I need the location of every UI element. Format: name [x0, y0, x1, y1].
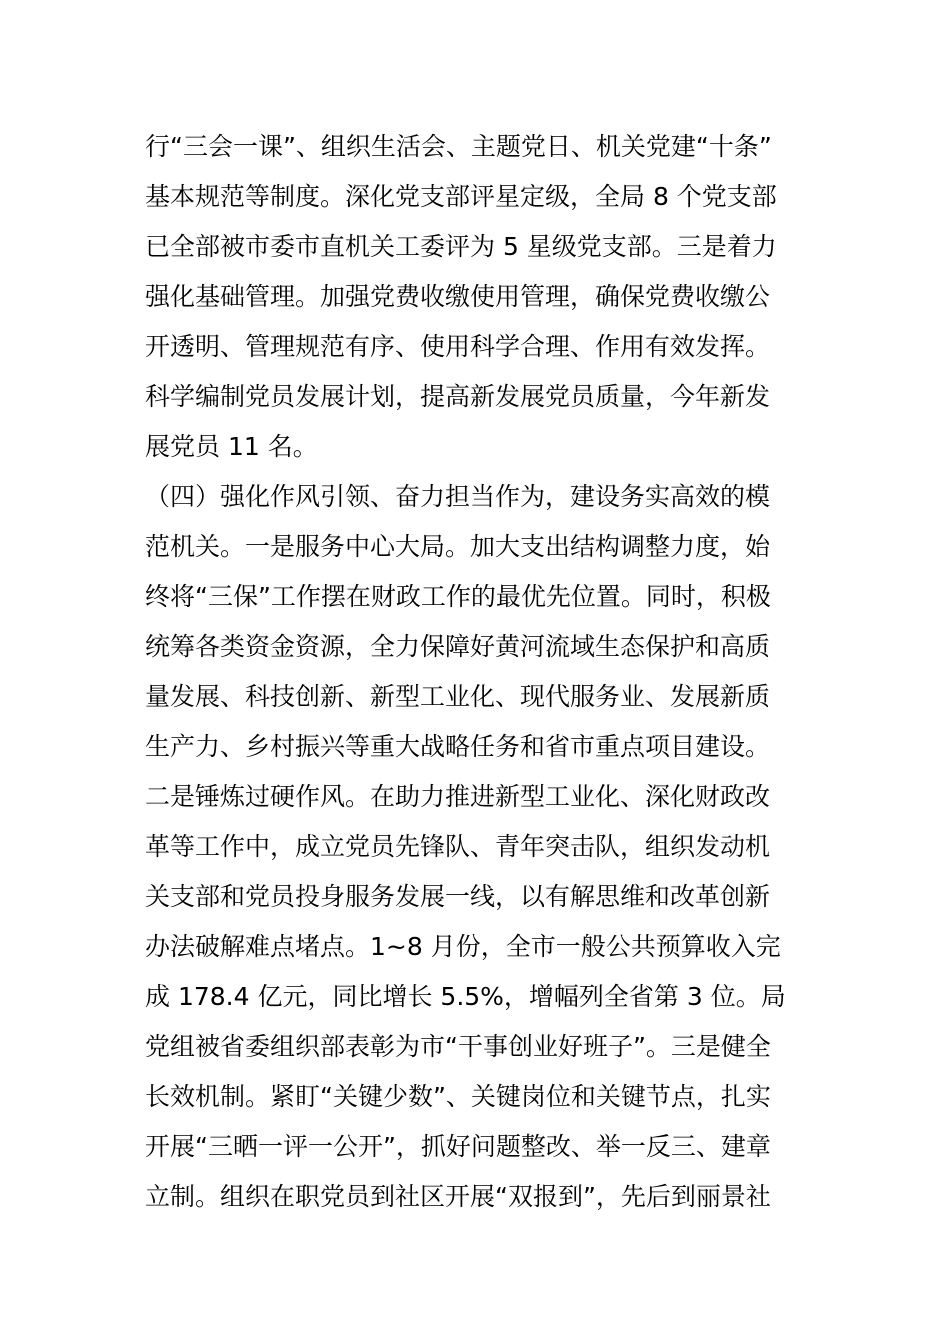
text-line: 展党员 11 名。 — [145, 432, 318, 461]
text-line: 开展“三晒一评一公开”，抓好问题整改、举一反三、建章 — [145, 1132, 771, 1161]
text-line: 二是锤炼过硬作风。在助力推进新型工业化、深化财政改 — [145, 782, 771, 811]
text-line: 基本规范等制度。深化党支部评星定级，全局 8 个党支部 — [145, 182, 777, 211]
text-line: 开透明、管理规范有序、使用科学合理、作用有效发挥。 — [145, 332, 771, 361]
text-line: 科学编制党员发展计划，提高新发展党员质量，今年新发 — [145, 382, 771, 411]
text-line: 长效机制。紧盯“关键少数”、关键岗位和关键节点，扎实 — [145, 1082, 771, 1111]
body-text — [145, 122, 825, 1222]
text-line: 关支部和党员投身服务发展一线，以有解思维和改革创新 — [145, 882, 771, 911]
text-line: 已全部被市委市直机关工委评为 5 星级党支部。三是着力 — [145, 232, 777, 261]
text-line: 范机关。一是服务中心大局。加大支出结构调整力度，始 — [145, 532, 771, 561]
text-line: 生产力、乡村振兴等重大战略任务和省市重点项目建设。 — [145, 732, 771, 761]
text-line: 行“三会一课”、组织生活会、主题党日、机关党建“十条” — [145, 132, 772, 161]
section-heading-line: （四）强化作风引领、奋力担当作为，建设务实高效的模 — [145, 482, 771, 511]
text-line: 统筹各类资金资源，全力保障好黄河流域生态保护和高质 — [145, 632, 771, 661]
text-line: 强化基础管理。加强党费收缴使用管理，确保党费收缴公 — [145, 282, 771, 311]
text-line: 革等工作中，成立党员先锋队、青年突击队，组织发动机 — [145, 832, 771, 861]
text-line: 办法破解难点堵点。1~8 月份，全市一般公共预算收入完 — [145, 932, 781, 961]
text-line: 党组被省委组织部表彰为市“干事创业好班子”。三是健全 — [145, 1032, 771, 1061]
text-line: 立制。组织在职党员到社区开展“双报到”，先后到丽景社 — [145, 1182, 771, 1211]
text-line: 成 178.4 亿元，同比增长 5.5%，增幅列全省第 3 位。局 — [145, 982, 786, 1011]
text-line: 终将“三保”工作摆在财政工作的最优先位置。同时，积极 — [145, 582, 771, 611]
text-line: 量发展、科技创新、新型工业化、现代服务业、发展新质 — [145, 682, 771, 711]
